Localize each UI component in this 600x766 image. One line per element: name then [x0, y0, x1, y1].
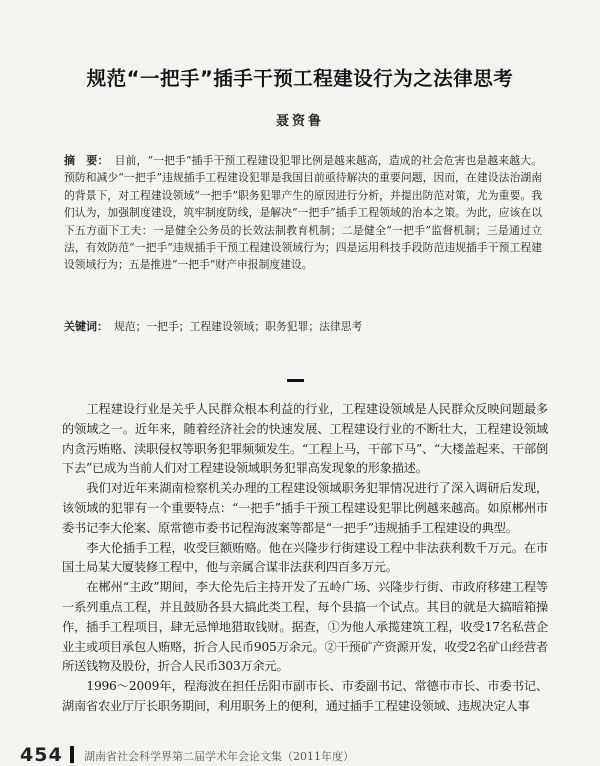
body-paragraph: 1996～2009年，程海波在担任岳阳市副市长、市委副书记、常德市市长、市委书记、湖南省农业厅厅长职务期间，利用职务上的便利，通过插手工程建设领域、违规决定人事	[62, 679, 548, 713]
page-footer	[0, 744, 600, 765]
abstract-text: 目前，“一把手”插手干预工程建设犯罪比例是越来越高，造成的社会危害也是越来越大。预防和减少“一把手”违规插手工程建设犯罪是我国目前亟待解决的重要问题，因而，在建设法治湖南的背景下，对工程建设领域“一把手”职务犯罪产生的原因进行分析，并提出防范对策，尤为重要。我们认为，加强制度建设，筑牢制度防线，是解决“一把手”插手工程领域的治本之策。为此，应该在以下五方面下工夫：一是健全公务员的长效法制教育机制；二是健全“一把手”监督机制；三是通过立法，有效防范“一把手”违规插手干预工程建设领域行为；四是运用科技手段防范违规插手干预工程建设领域行为；五是推进“一把手”财产申报制度建设。	[64, 154, 542, 272]
body-text	[62, 400, 548, 717]
section-divider	[287, 379, 304, 382]
keywords-text: 规范；一把手；工程建设领域；职务犯罪；法律思考	[114, 320, 363, 333]
abstract	[64, 152, 542, 274]
keywords-label: 关键词：	[64, 320, 108, 333]
page-number: 454	[20, 744, 63, 766]
body-paragraph: 李大伦插手工程，收受巨额贿赂。他在兴隆步行街建设工程中非法获利数千万元。在市国土局某大厦装修工程中，他与亲属合谋非法获利四百多万元。	[62, 540, 548, 575]
footer-bar	[70, 746, 74, 763]
keywords	[64, 318, 542, 335]
article-title: 规范“一把手”插手干预工程建设行为之法律思考	[86, 67, 514, 90]
author-name: 聂资鲁	[275, 114, 324, 129]
body-paragraph: 在郴州“主政”期间，李大伦先后主持开发了五岭广场、兴隆步行街、市政府移建工程等一系列重点工程，并且鼓励各县大搞此类工程，每个县搞一个试点。其目的就是大搞暗箱操作，插手工程项目，肆无忌惮地猎取钱财。据查，①为他人承揽建筑工程，收受17名私营企业主或项目承包人贿赂，折合人民币905万余元。②干预矿产资源开发，收受2名矿山经营者所送钱物及股份，折合人民币303万余元。	[62, 580, 548, 674]
body-paragraph: 我们对近年来湖南检察机关办理的工程建设领域职务犯罪情况进行了深入调研后发现，该领域的犯罪有一个重要特点：“一把手”插手干预工程建设犯罪比例越来越高。如原郴州市委书记李大伦案、原常德市委书记程海波案等都是“一把手”违规插手工程建设的典型。	[62, 481, 548, 535]
body-paragraph: 工程建设行业是关乎人民群众根本利益的行业，工程建设领域是人民群众反映问题最多的领域之一。近年来，随着经济社会的快速发展、工程建设行业的不断壮大，工程建设领域内贪污贿赂、渎职侵权等职务犯罪频频发生。“工程上马，干部下马”、“大楼盖起来、干部倒下去”已成为当前人们对工程建设领域职务犯罪高发现象的形象描述。	[62, 402, 548, 476]
abstract-label: 摘 要：	[64, 154, 109, 167]
journal-name: 湖南省社会科学界第二届学术年会论文集（2011年度）	[84, 750, 354, 763]
